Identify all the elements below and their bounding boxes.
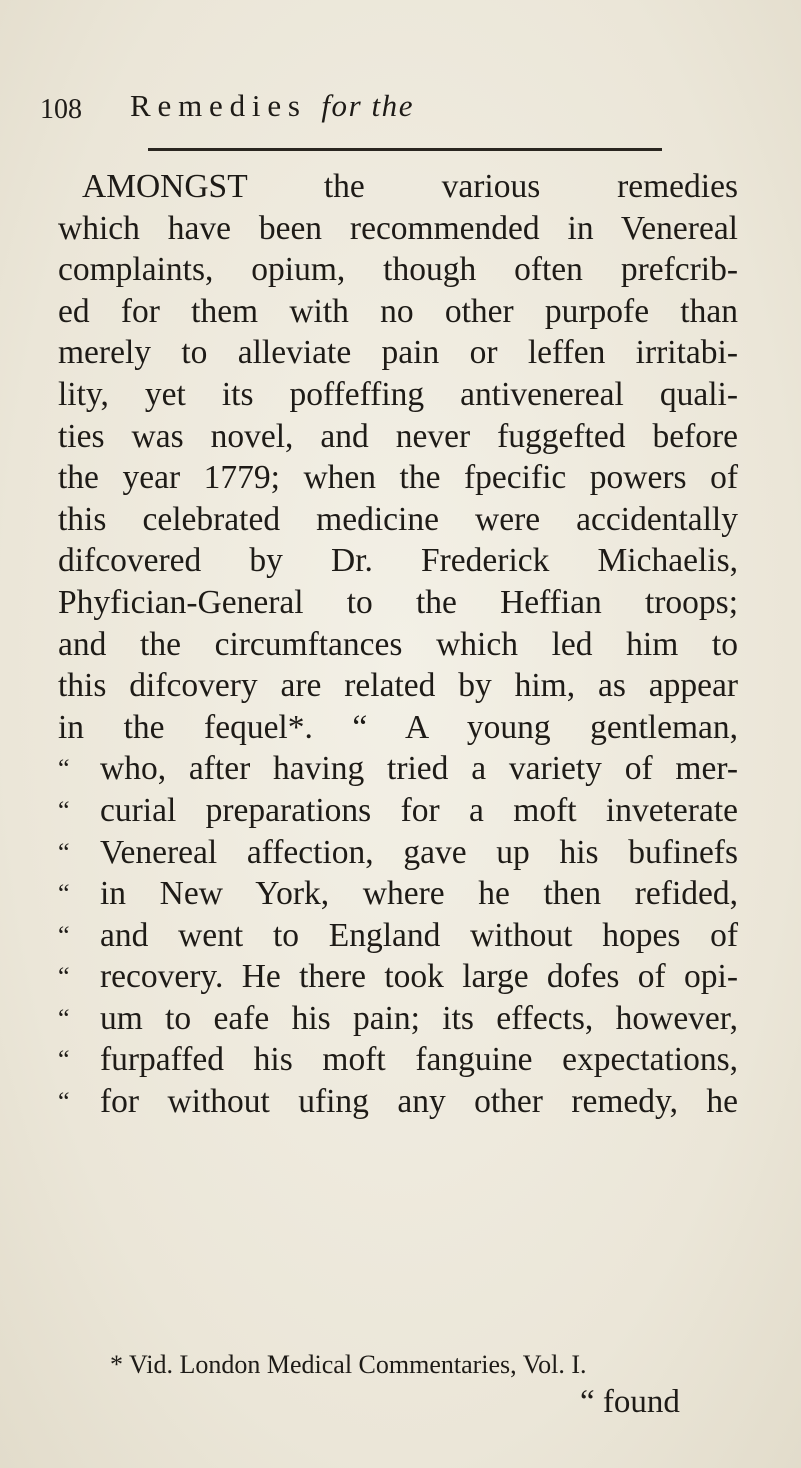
quote-mark: “ bbox=[58, 920, 70, 950]
text-line: ties was novel, and never fuggefted before bbox=[58, 417, 738, 455]
quote-mark: “ bbox=[58, 962, 70, 992]
quote-mark: “ bbox=[58, 1003, 70, 1033]
text-line: which have been recommended in Venereal bbox=[58, 209, 738, 247]
quoted-line bbox=[58, 956, 738, 998]
text-line: in the fequel*. “ A young gentleman, bbox=[58, 708, 738, 746]
quote-mark: “ bbox=[58, 837, 70, 867]
page-header bbox=[40, 88, 760, 128]
quoted-line-text: curial preparations for a moft inveterate bbox=[100, 791, 738, 829]
quoted-line bbox=[58, 915, 738, 957]
quoted-line bbox=[58, 998, 738, 1040]
quoted-line bbox=[58, 1039, 738, 1081]
text-line: Phyfician-General to the Heffian troops; bbox=[58, 583, 738, 621]
text-line: merely to alleviate pain or leffen irritabi- bbox=[58, 334, 738, 372]
quoted-line bbox=[58, 748, 738, 790]
quoted-line bbox=[58, 790, 738, 832]
quote-mark: “ bbox=[58, 879, 70, 909]
footnote: * Vid. London Medical Commentaries, Vol. I. bbox=[110, 1350, 587, 1379]
quoted-line bbox=[58, 832, 738, 874]
header-rule bbox=[148, 148, 662, 151]
quoted-line-text: and went to England without hopes of bbox=[100, 916, 738, 954]
quoted-line bbox=[58, 1081, 738, 1123]
quoted-line-text: for without ufing any other remedy, he bbox=[100, 1083, 738, 1121]
quoted-line-text: recovery. He there took large dofes of opi- bbox=[100, 958, 738, 996]
text-line: this celebrated medicine were accidentally bbox=[58, 500, 738, 538]
text-line: complaints, opium, though often prefcrib- bbox=[58, 251, 738, 289]
quoted-line-text: furpaffed his moft fanguine expectations, bbox=[100, 1041, 738, 1079]
text-line: ed for them with no other purpofe than bbox=[58, 292, 738, 330]
quoted-line-text: um to eafe his pain; its effects, however, bbox=[100, 999, 738, 1037]
quote-mark: “ bbox=[58, 1087, 70, 1117]
text-line: this difcovery are related by him, as appear bbox=[58, 667, 738, 705]
quoted-line-text: in New York, where he then refided, bbox=[100, 875, 738, 913]
text-line: the year 1779; when the fpecific powers of bbox=[58, 459, 738, 497]
quoted-line-text: Venereal affection, gave up his bufinefs bbox=[100, 833, 738, 871]
quoted-line bbox=[58, 873, 738, 915]
catchword: “ found bbox=[580, 1384, 680, 1420]
text-line: AMONGST the various remedies bbox=[82, 168, 738, 205]
quote-mark: “ bbox=[58, 1045, 70, 1075]
text-line: lity, yet its poffeffing antivenereal quali- bbox=[58, 375, 738, 413]
page-number: 108 bbox=[40, 94, 82, 125]
text-line: and the circumftances which led him to bbox=[58, 625, 738, 663]
body-text bbox=[58, 166, 738, 1123]
quote-mark: “ bbox=[58, 754, 70, 784]
quote-mark: “ bbox=[58, 795, 70, 825]
text-line: difcovered by Dr. Frederick Michaelis, bbox=[58, 542, 738, 580]
running-title-main: Remedies bbox=[130, 88, 307, 123]
running-title-italic: for the bbox=[321, 88, 415, 123]
quoted-line-text: who, after having tried a variety of mer- bbox=[100, 750, 738, 788]
running-title bbox=[130, 88, 414, 124]
